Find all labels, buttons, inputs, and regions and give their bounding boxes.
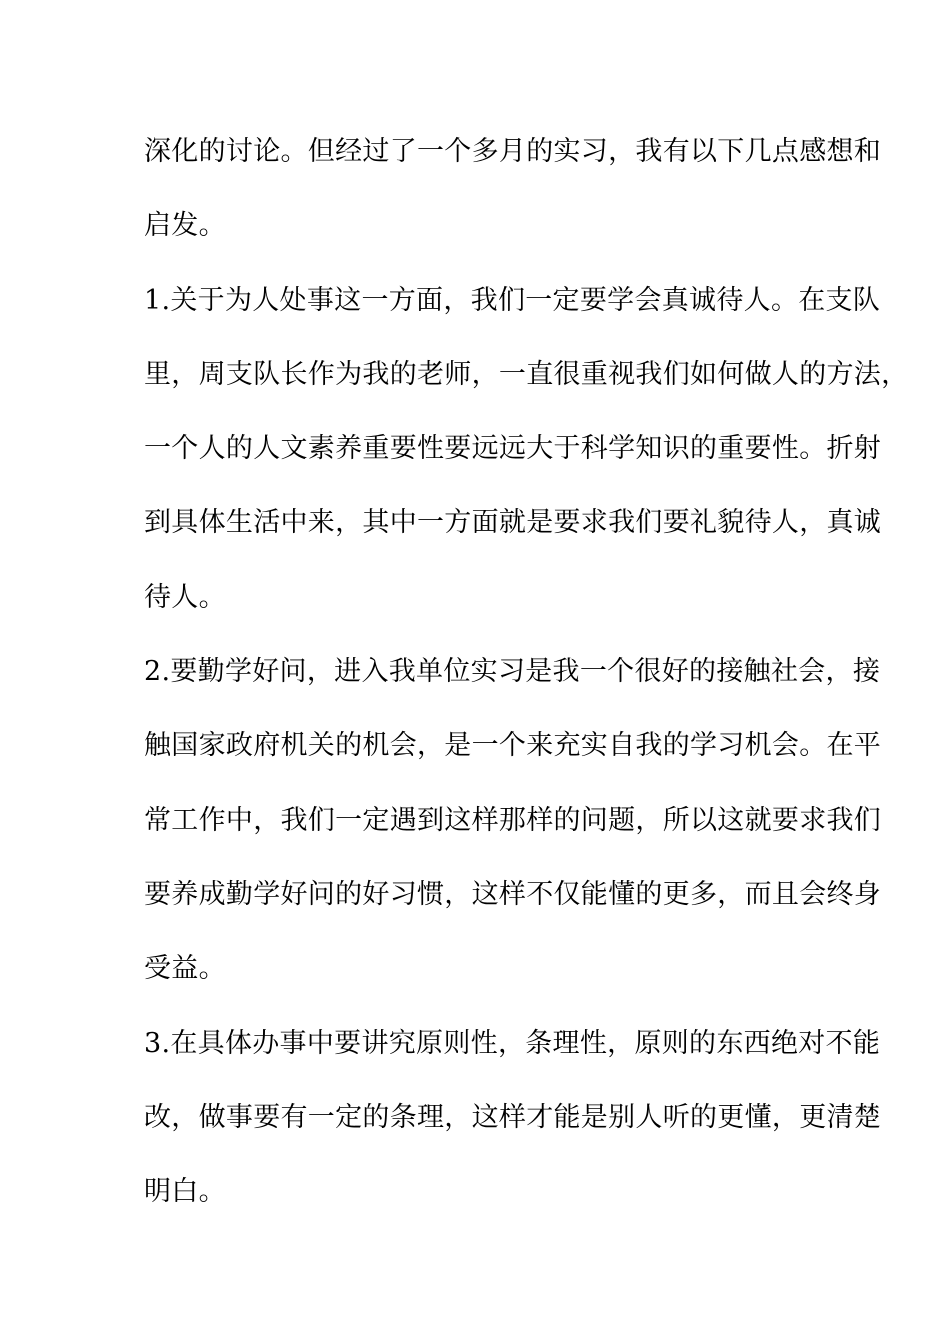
text-line: 改，做事要有一定的条理，这样才能是别人听的更懂，更清楚 [144, 1102, 882, 1133]
text-line: 要养成勤学好问的好习惯，这样不仅能懂的更多，而且会终身 [144, 879, 882, 910]
text-line: 深化的讨论。但经过了一个多月的实习，我有以下几点感想和 [144, 136, 882, 167]
text-line: 常工作中，我们一定遇到这样那样的问题，所以这就要求我们 [144, 805, 882, 836]
text-line: 触国家政府机关的机会，是一个来充实自我的学习机会。在平 [144, 730, 882, 761]
text-line: 3.在具体办事中要讲究原则性，条理性，原则的东西绝对不能 [144, 1028, 881, 1059]
text-line: 1.关于为人处事这一方面，我们一定要学会真诚待人。在支队 [144, 285, 881, 316]
text-line: 受益。 [144, 953, 226, 984]
text-line: 到具体生活中来，其中一方面就是要求我们要礼貌待人，真诚 [144, 507, 882, 538]
text-line: 2.要勤学好问，进入我单位实习是我一个很好的接触社会，接 [144, 656, 881, 687]
text-line: 一个人的人文素养重要性要远远大于科学知识的重要性。折射 [144, 433, 882, 464]
text-line: 待人。 [144, 582, 226, 613]
text-line: 里，周支队长作为我的老师，一直很重视我们如何做人的方法， [144, 359, 909, 390]
text-line: 启发。 [144, 210, 226, 241]
text-line: 明白。 [144, 1176, 226, 1207]
